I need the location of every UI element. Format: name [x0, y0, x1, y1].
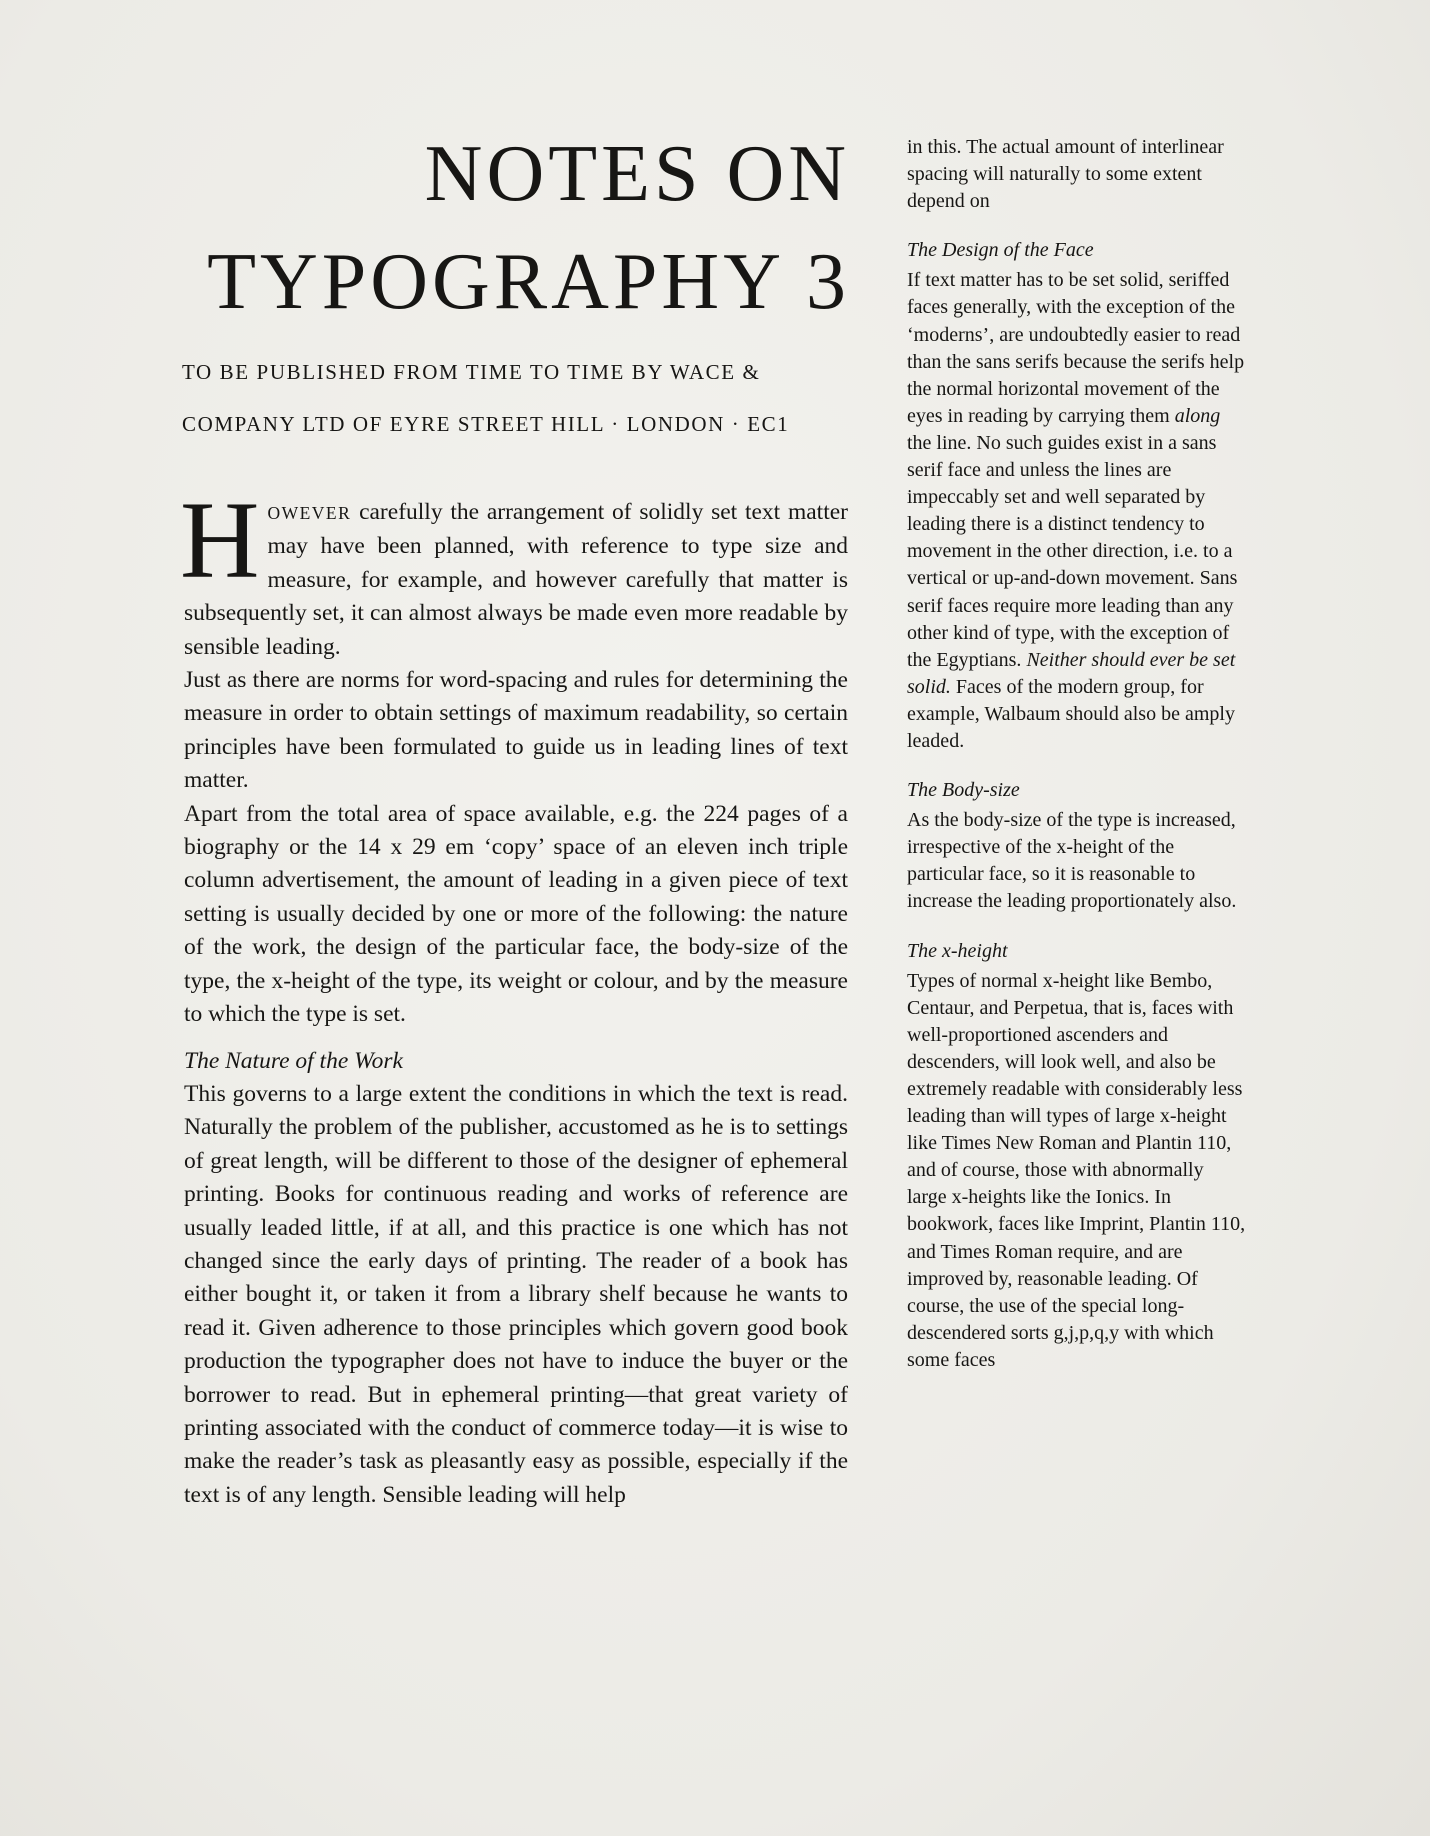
x-height-text: Types of normal x-height like Bembo, Centaur, and Perpetua, that is, faces with well-proportioned ascenders and descenders, will look well, and also be extremely readable with considerably less leading than will types of large x-height like Times New Roman and Plantin 110, and of course, those with abnormally large x-heights like the Ionics. In bookwork, faces like Imprint, Plantin 110, and Times Roman require, and are improved by, reasonable leading. Of course, the use of the special long-descendered sorts g,j,p,q,y with which some faces [907, 969, 1246, 1371]
intro-paragraph-3: Apart from the total area of space available, e.g. the 224 pages of a biography or the 14 x 29 em ‘copy’ space of an eleven inch triple column advertisement, the amount of leading in a given piece of text setting is usually decided by one or more of the following: the nature of the work, the design of the particular face, the body-size of the type, the x-height of the type, its weight or colour, and by the measure to which the type is set. [184, 800, 848, 1028]
page-title [140, 120, 850, 336]
subtitle-line-2: COMPANY LTD OF EYRE STREET HILL · LONDON · EC1 [182, 412, 790, 436]
intro-paragraph [180, 479, 848, 664]
left-column [180, 479, 848, 1512]
intro-text: carefully the arrangement of solidly set text matter may have been planned, with reference to type size and measure, for example, and however carefully that matter is subsequently set, it can almost always be made even more readable by sensible leading. [184, 499, 848, 660]
publisher-subtitle [182, 346, 852, 450]
section-heading-nature: The Nature of the Work [184, 1047, 403, 1074]
section-heading-design: The Design of the Face [907, 239, 1094, 262]
design-emphasis-along: along [1174, 404, 1221, 427]
design-body-b: the line. No such guides exist in a sans serif face and unless the lines are impeccably set and well separated by leading there is a distinct tendency to movement in the other direction, i.e. to a vertical or up-and-down movement. Sans serif faces require more leading than any other kind of type, with the exception of the Egyptians. [907, 431, 1238, 671]
body-size-text: As the body-size of the type is increased, irrespective of the x-height of the particular face, so it is reasonable to increase the leading proportionately also. [907, 809, 1237, 913]
intro-paragraph-2: Just as there are norms for word-spacing and rules for determining the measure in order to obtain settings of maximum readability, so certain principles have been formulated to guide us in leading lines of text matter. [184, 667, 848, 794]
title-line-1: NOTES ON [424, 130, 850, 218]
nature-body: This governs to a large extent the conditions in which the text is read. Naturally the problem of the publisher, accustomed as he is to settings of great length, will be different to those of the designer of ephemeral printing. Books for continuous reading and works of reference are usually leaded little, if at all, and this practice is one which has not changed since the early days of printing. The reader of a book has either bought it, or taken it from a library shelf because he wants to read it. Given adherence to those principles which govern good book production the typographer does not have to induce the buyer or the borrower to read. But in ephemeral printing—that great variety of printing associated with the conduct of commerce today—it is wise to make the reader’s task as pleasantly easy as possible, especially if the text is of any length. Sensible leading will help [184, 1080, 848, 1508]
section-heading-x-height: The x-height [907, 939, 1008, 962]
design-body-c: Faces of the modern group, for example, Walbaum should also be amply leaded. [907, 675, 1235, 752]
design-emphasis-solid: Neither should ever be set solid. [907, 648, 1236, 698]
design-body-a: If text matter has to be set solid, seriffed faces generally, with the exception of the ‘moderns’, are undoubtedly easier to read than the sans serifs because the serifs help the normal horizontal movement of the eyes in reading by carrying them [907, 269, 1245, 427]
right-column [907, 134, 1247, 1374]
section-heading-body-size: The Body-size [907, 779, 1020, 802]
drop-cap: H [180, 479, 260, 601]
design-body [907, 267, 1247, 755]
intro-smallcaps: OWEVER [267, 503, 352, 523]
continuation-text: in this. The actual amount of interlinear spacing will naturally to some extent depend on [907, 136, 1224, 213]
title-line-2: TYPOGRAPHY 3 [207, 238, 850, 326]
subtitle-line-1: TO BE PUBLISHED FROM TIME TO TIME BY WACE & [182, 360, 761, 384]
